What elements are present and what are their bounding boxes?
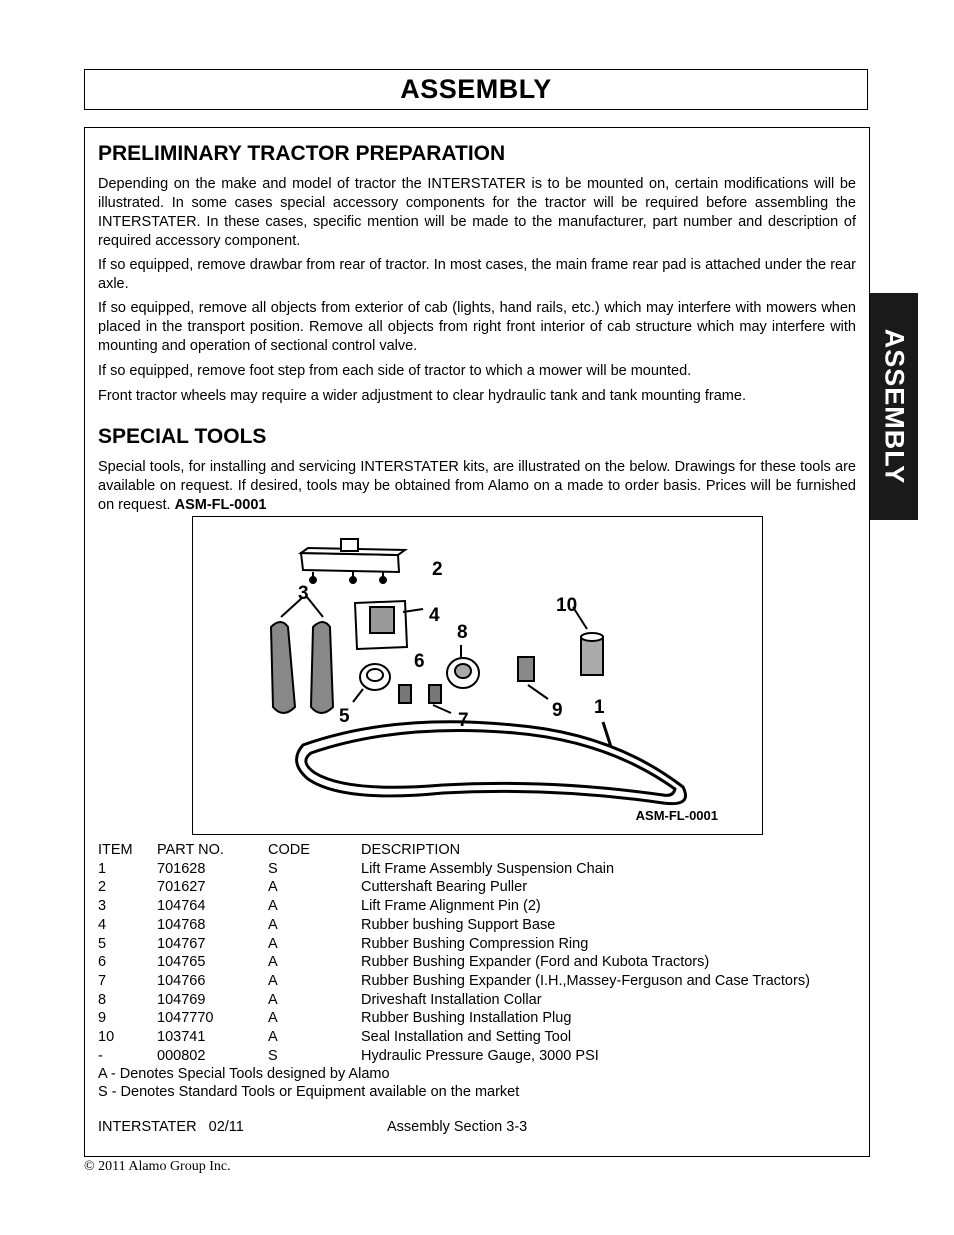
section-heading-preliminary: PRELIMINARY TRACTOR PREPARATION: [98, 142, 506, 165]
cell-part-no: 701627: [157, 879, 206, 896]
cell-item: 4: [98, 916, 107, 933]
cell-description: Driveshaft Installation Collar: [361, 991, 542, 1008]
tools-illustration: [192, 516, 763, 835]
cell-code: A: [268, 954, 278, 971]
paragraph-special-tools: [98, 458, 856, 515]
callout-6: 6: [414, 651, 425, 672]
cell-part-no: 1047770: [157, 1010, 214, 1027]
table-row: [98, 1028, 810, 1047]
callout-4: 4: [429, 605, 440, 626]
legend-note-s: S - Denotes Standard Tools or Equipment available on the market: [98, 1084, 520, 1100]
cell-code: A: [268, 1010, 278, 1027]
cell-item: 3: [98, 898, 107, 915]
cell-description: Rubber Bushing Expander (Ford and Kubota Tractors): [361, 954, 710, 971]
paragraph: If so equipped, remove all objects from exterior of cab (lights, hand rails, etc.) which may interfere with mowers when placed in the transport position. Remove all objects from right front interior of cab structure which may interfere with mounting and operation of sectional control valve.: [98, 300, 856, 354]
cell-code: A: [268, 898, 278, 915]
cell-item: 8: [98, 991, 107, 1008]
callout-3: 3: [298, 583, 309, 604]
side-tab: [869, 293, 918, 520]
cell-part-no: 104768: [157, 916, 206, 933]
cell-part-no: 104767: [157, 935, 206, 952]
cell-part-no: 104764: [157, 898, 206, 915]
bearing-puller-drawing: [301, 539, 405, 583]
cell-part-no: 104765: [157, 954, 206, 971]
paragraph: If so equipped, remove foot step from each side of tractor to which a mower will be mounted.: [98, 363, 692, 379]
cell-item: 5: [98, 935, 107, 952]
parts-table: [98, 841, 810, 1065]
column-header-item: ITEM: [98, 842, 133, 858]
callout-7: 7: [458, 710, 469, 731]
cell-description: Rubber bushing Support Base: [361, 916, 556, 933]
tools-drawing: [193, 517, 762, 834]
cell-description: Lift Frame Alignment Pin (2): [361, 898, 541, 915]
cell-item: 9: [98, 1010, 107, 1027]
cell-part-no: 104766: [157, 972, 206, 989]
paragraph: Front tractor wheels may require a wider adjustment to clear hydraulic tank and tank mounting frame.: [98, 388, 746, 404]
alignment-pins-drawing: [271, 597, 333, 713]
cell-part-no: 000802: [157, 1047, 206, 1064]
cell-part-no: 104769: [157, 991, 206, 1008]
support-base-drawing: [355, 601, 423, 649]
cell-description: Seal Installation and Setting Tool: [361, 1029, 572, 1046]
compression-ring-drawing: [353, 664, 390, 702]
cell-description: Rubber Bushing Expander (I.H.,Massey-Ferguson and Case Tractors): [361, 972, 810, 989]
table-row: [98, 935, 810, 954]
side-tab-label: ASSEMBLY: [879, 328, 910, 485]
cell-code: S: [268, 1047, 278, 1064]
cell-item: 7: [98, 972, 107, 989]
callout-9: 9: [552, 700, 563, 721]
table-row: [98, 1047, 810, 1066]
paragraph: Depending on the make and model of tractor the INTERSTATER is to be mounted on, certain modifications will be illustrated. In some cases special accessory components for the tractor will be required before assembling the INTERSTATER. In these cases, specific mention will be made to the manufacturer, part number and description of required accessory component.: [98, 176, 856, 249]
cell-description: Cuttershaft Bearing Puller: [361, 879, 528, 896]
cell-description: Lift Frame Assembly Suspension Chain: [361, 860, 615, 877]
expanders-drawing: [399, 685, 451, 713]
paragraph: If so equipped, remove drawbar from rear of tractor. In most cases, the main frame rear pad is attached under the rear axle.: [98, 257, 856, 292]
cell-code: S: [268, 860, 278, 877]
footer-model-date: INTERSTATER 02/11: [98, 1119, 244, 1135]
cell-code: A: [268, 935, 278, 952]
table-row: [98, 897, 810, 916]
callout-5: 5: [339, 706, 350, 727]
cell-item: 6: [98, 954, 107, 971]
cell-code: A: [268, 991, 278, 1008]
section-heading-special-tools: SPECIAL TOOLS: [98, 425, 267, 448]
callout-10: 10: [556, 595, 578, 616]
legend-note-a: A - Denotes Special Tools designed by Alamo: [98, 1066, 390, 1082]
column-header-code: CODE: [268, 842, 310, 858]
special-tools-text: Special tools, for installing and servicing INTERSTATER kits, are illustrated on the below. Drawings for these tools are available on request. If desired, tools may be obtained from Alamo on a made to order basis. Prices will be furnished on request.: [98, 459, 856, 513]
callout-1: 1: [594, 697, 605, 718]
suspension-chain-drawing: [297, 722, 686, 804]
table-row: [98, 878, 810, 897]
cell-code: A: [268, 916, 278, 933]
cell-code: A: [268, 1029, 278, 1046]
footer-section: Assembly Section 3-3: [387, 1119, 528, 1135]
cell-item: -: [98, 1047, 103, 1064]
table-row: [98, 916, 810, 935]
callout-8: 8: [457, 622, 468, 643]
table-row: [98, 972, 810, 991]
figure-reference: ASM-FL-0001: [174, 497, 267, 513]
copyright: © 2011 Alamo Group Inc.: [84, 1159, 231, 1174]
table-header-row: [98, 841, 810, 860]
page-title: ASSEMBLY: [400, 74, 552, 104]
figure-caption: ASM-FL-0001: [635, 808, 718, 823]
cell-description: Hydraulic Pressure Gauge, 3000 PSI: [361, 1047, 599, 1064]
cell-item: 1: [98, 860, 107, 877]
cell-item: 10: [98, 1029, 115, 1046]
header-box: [84, 69, 868, 110]
cell-description: Rubber Bushing Compression Ring: [361, 935, 589, 952]
table-row: [98, 1009, 810, 1028]
cell-part-no: 103741: [157, 1029, 206, 1046]
column-header-description: DESCRIPTION: [361, 842, 461, 858]
seal-tool-drawing: [573, 607, 603, 675]
cell-code: A: [268, 879, 278, 896]
cell-item: 2: [98, 879, 107, 896]
cell-part-no: 701628: [157, 860, 206, 877]
callout-2: 2: [432, 559, 443, 580]
column-header-part-no: PART NO.: [157, 842, 224, 858]
collar-drawing: [447, 645, 479, 688]
cell-description: Rubber Bushing Installation Plug: [361, 1010, 572, 1027]
cell-code: A: [268, 972, 278, 989]
table-row: [98, 991, 810, 1010]
table-row: [98, 953, 810, 972]
table-row: [98, 860, 810, 879]
installation-plug-drawing: [518, 657, 548, 699]
